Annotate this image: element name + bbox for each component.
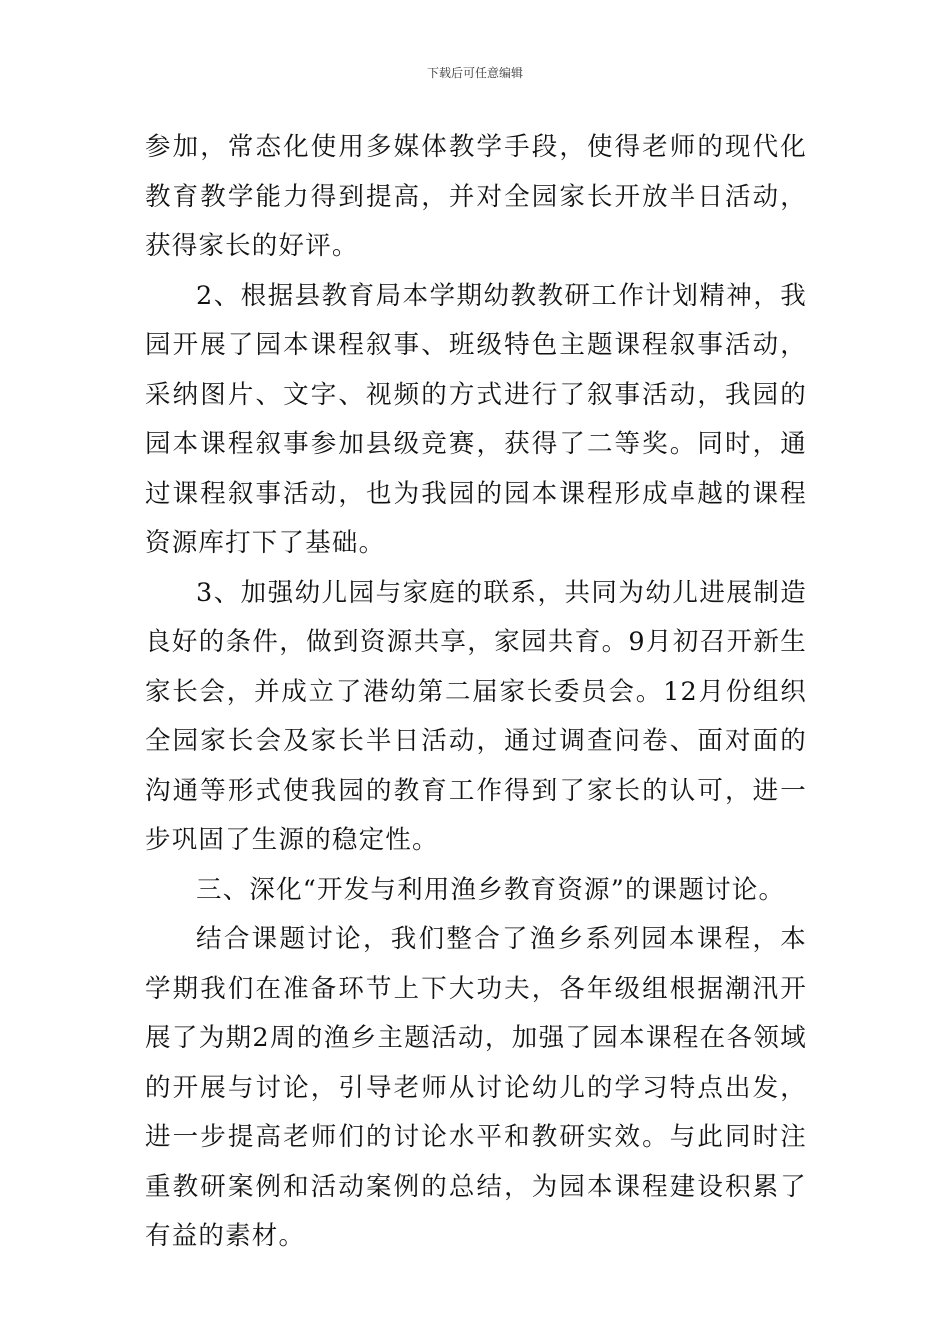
paragraph-item-2: 2、根据县教育局本学期幼教教研工作计划精神，我园开展了园本课程叙事、班级特色主题课程叙事活动，采纳图片、文字、视频的方式进行了叙事活动，我园的园本课程叙事参加县级竞赛，获得了二等奖。同时，通过课程叙事活动，也为我园的园本课程形成卓越的课程资源库打下了基础。 (145, 280, 807, 558)
section-heading-3: 三、深化“开发与利用渔乡教育资源”的课题讨论。 (196, 874, 786, 905)
paragraph-item-3: 3、加强幼儿园与家庭的联系，共同为幼儿进展制造良好的条件，做到资源共享，家园共育。9月初召开新生家长会，并成立了港幼第二届家长委员会。12月份组织全园家长会及家长半日活动，通过调查问卷、面对面的沟通等形式使我园的教育工作得到了家长的认可，进一步巩固了生源的稳定性。 (145, 577, 807, 855)
document-body (145, 123, 807, 1262)
paragraph-research: 结合课题讨论，我们整合了渔乡系列园本课程，本学期我们在准备环节上下大功夫，各年级组根据潮汛开展了为期2周的渔乡主题活动，加强了园本课程在各领域的开展与讨论，引导老师从讨论幼儿的学习特点出发，进一步提高老师们的讨论水平和教研实效。与此同时注重教研案例和活动案例的总结，为园本课程建设积累了有益的素材。 (145, 924, 807, 1251)
paragraph-continuation: 参加，常态化使用多媒体教学手段，使得老师的现代化教育教学能力得到提高，并对全园家长开放半日活动，获得家长的好评。 (145, 132, 807, 261)
page-header-note: 下载后可任意编辑 (426, 66, 523, 80)
